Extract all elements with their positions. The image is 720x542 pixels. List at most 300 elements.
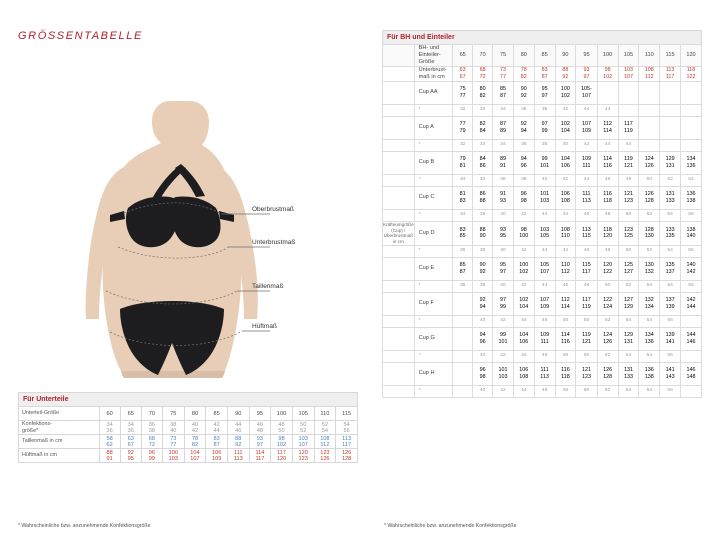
table-cell: 40 bbox=[534, 174, 555, 186]
table-cell: 129 131 bbox=[618, 327, 639, 350]
table-cell: 40 bbox=[493, 280, 514, 292]
row-label: Cup AA bbox=[414, 81, 453, 104]
table-cell: 56 bbox=[681, 280, 702, 292]
table-row bbox=[383, 174, 702, 186]
table-cell: 110 112 bbox=[555, 257, 576, 280]
table-cell: 86 88 bbox=[473, 186, 493, 209]
table-cell: 95 bbox=[249, 407, 271, 421]
table-cell: 38 bbox=[513, 174, 534, 186]
table-cell bbox=[681, 315, 702, 327]
table-cell: 34 36 bbox=[99, 421, 120, 435]
row-label: Hüftmaß in cm bbox=[19, 449, 100, 463]
table-cell bbox=[639, 104, 660, 116]
table-cell: 88 92 bbox=[227, 435, 249, 449]
table-cell: 136 138 bbox=[681, 186, 702, 209]
table-cell: 38 bbox=[473, 245, 493, 257]
row-label: Cup H bbox=[414, 362, 453, 385]
table-cell: 98 102 bbox=[597, 66, 618, 81]
lower-table-heading: Für Unterteile bbox=[18, 392, 358, 406]
table-cell bbox=[660, 104, 681, 116]
table-cell: 78 82 bbox=[513, 66, 534, 81]
table-cell: 75 bbox=[162, 407, 184, 421]
table-cell: 94 96 bbox=[513, 151, 534, 174]
table-cell: 90 92 bbox=[513, 81, 534, 104]
table-cell: 127 129 bbox=[618, 292, 639, 315]
row-label: * bbox=[414, 350, 453, 362]
table-cell: 46 bbox=[534, 350, 555, 362]
column-header: 100 bbox=[597, 45, 618, 67]
table-cell: 97 99 bbox=[534, 116, 555, 139]
side-axis-cell bbox=[383, 245, 415, 257]
table-cell: 42 44 bbox=[206, 421, 228, 435]
table-cell: 52 bbox=[660, 174, 681, 186]
table-cell: 117 119 bbox=[618, 116, 639, 139]
table-cell: 48 bbox=[555, 315, 576, 327]
table-cell: 121 123 bbox=[618, 186, 639, 209]
table-cell: 42 bbox=[576, 139, 597, 151]
table-cell: 101 103 bbox=[493, 362, 514, 385]
table-cell: 146 148 bbox=[681, 362, 702, 385]
table-cell: 78 82 bbox=[184, 435, 206, 449]
table-cell: 120 123 bbox=[292, 449, 314, 463]
table-cell: 63 67 bbox=[120, 435, 141, 449]
callout-oberbrustmass: Oberbrustmaß bbox=[252, 206, 294, 213]
table-cell: 52 bbox=[597, 385, 618, 397]
table-cell: 42 bbox=[493, 385, 514, 397]
side-axis-cell bbox=[383, 139, 415, 151]
table-cell: 54 bbox=[639, 350, 660, 362]
table-cell: 94 96 bbox=[473, 327, 493, 350]
table-row bbox=[383, 327, 702, 350]
table-cell: 131 133 bbox=[618, 362, 639, 385]
table-cell: 83 87 bbox=[206, 435, 228, 449]
table-row bbox=[19, 421, 358, 435]
column-header: 115 bbox=[660, 45, 681, 67]
table-cell: 113 117 bbox=[660, 66, 681, 81]
side-axis-cell bbox=[383, 362, 415, 385]
table-cell: 128 130 bbox=[639, 221, 660, 245]
table-cell: 96 99 bbox=[141, 449, 162, 463]
row-label: Unterteil-Größe bbox=[19, 407, 100, 421]
row-label: Cup D bbox=[414, 221, 453, 245]
table-cell: 114 116 bbox=[555, 327, 576, 350]
side-axis-cell bbox=[383, 104, 415, 116]
table-cell: 95 97 bbox=[493, 257, 514, 280]
table-cell: 50 bbox=[639, 174, 660, 186]
table-cell bbox=[681, 350, 702, 362]
body-illustration bbox=[20, 95, 360, 380]
table-row bbox=[383, 104, 702, 116]
table-cell: 48 bbox=[576, 280, 597, 292]
table-cell bbox=[681, 139, 702, 151]
table-row bbox=[383, 116, 702, 139]
side-axis-cell bbox=[383, 66, 415, 81]
table-cell: 130 132 bbox=[639, 257, 660, 280]
table-cell: 70 bbox=[141, 407, 162, 421]
table-cell: 85 87 bbox=[453, 257, 473, 280]
table-cell: 34 bbox=[493, 139, 514, 151]
table-cell: 38 bbox=[473, 280, 493, 292]
table-cell: 56 bbox=[681, 245, 702, 257]
table-cell: 40 bbox=[493, 245, 514, 257]
row-label: * bbox=[414, 385, 453, 397]
table-cell bbox=[453, 385, 473, 397]
table-cell: 113 115 bbox=[576, 221, 597, 245]
side-axis-cell bbox=[383, 257, 415, 280]
table-cell bbox=[618, 104, 639, 116]
table-cell: 44 bbox=[534, 209, 555, 221]
row-label: * bbox=[414, 174, 453, 186]
table-cell bbox=[639, 81, 660, 104]
table-cell: 44 46 bbox=[227, 421, 249, 435]
table-cell: 126 128 bbox=[336, 449, 358, 463]
table-cell: 54 bbox=[639, 385, 660, 397]
row-label: * bbox=[414, 104, 453, 116]
row-label: Cup G bbox=[414, 327, 453, 350]
table-cell: 87 89 bbox=[493, 116, 514, 139]
table-cell: 52 bbox=[597, 315, 618, 327]
table-cell: 46 bbox=[576, 209, 597, 221]
table-cell: 54 bbox=[618, 385, 639, 397]
row-label: Cup A bbox=[414, 116, 453, 139]
table-row bbox=[19, 407, 358, 421]
table-cell: 117 119 bbox=[576, 292, 597, 315]
table-cell: 54 bbox=[618, 315, 639, 327]
table-cell: 44 bbox=[513, 385, 534, 397]
table-cell: 80 82 bbox=[473, 81, 493, 104]
column-header: 75 bbox=[493, 45, 514, 67]
table-cell: 56 bbox=[660, 350, 681, 362]
table-cell: 38 bbox=[534, 104, 555, 116]
table-cell: 32 bbox=[453, 139, 473, 151]
row-label: * bbox=[414, 209, 453, 221]
table-cell: 46 bbox=[597, 174, 618, 186]
table-cell: 44 bbox=[534, 280, 555, 292]
table-cell: 52 bbox=[597, 350, 618, 362]
table-row bbox=[383, 385, 702, 397]
table-row bbox=[383, 350, 702, 362]
callout-taillenmass: Taillenmaß bbox=[252, 283, 284, 290]
table-cell: 34 bbox=[453, 174, 473, 186]
table-cell bbox=[618, 81, 639, 104]
table-cell: 36 bbox=[453, 245, 473, 257]
table-cell: 119 121 bbox=[618, 151, 639, 174]
table-cell: 103 107 bbox=[292, 435, 314, 449]
table-cell: 46 bbox=[534, 385, 555, 397]
table-cell: 90 bbox=[227, 407, 249, 421]
table-cell bbox=[681, 116, 702, 139]
table-cell: 42 bbox=[555, 174, 576, 186]
table-cell: 48 bbox=[618, 174, 639, 186]
lower-table-section bbox=[18, 392, 358, 463]
table-cell: 121 123 bbox=[576, 362, 597, 385]
table-cell bbox=[453, 362, 473, 385]
table-cell: 50 bbox=[576, 350, 597, 362]
table-cell: 124 126 bbox=[639, 151, 660, 174]
table-cell: 96 98 bbox=[473, 362, 493, 385]
bh-table bbox=[382, 44, 702, 398]
bh-table-footnote: * Wahrscheinliche bzw. anzunehmende Konfektionsgröße bbox=[384, 523, 517, 529]
table-cell: 52 54 bbox=[314, 421, 336, 435]
table-cell: 88 91 bbox=[99, 449, 120, 463]
table-cell: 42 bbox=[513, 245, 534, 257]
table-row bbox=[383, 209, 702, 221]
table-cell: 118 120 bbox=[597, 221, 618, 245]
table-cell: 93 97 bbox=[249, 435, 271, 449]
table-row bbox=[383, 362, 702, 385]
table-cell: 68 72 bbox=[141, 435, 162, 449]
table-cell bbox=[597, 81, 618, 104]
side-axis-cell bbox=[383, 116, 415, 139]
table-row bbox=[383, 245, 702, 257]
lower-table-footnote: * Wahrscheinliche bzw. anzunehmende Konfektionsgröße bbox=[18, 523, 151, 529]
table-cell: 140 142 bbox=[681, 257, 702, 280]
table-cell: 32 bbox=[453, 104, 473, 116]
table-cell: 77 79 bbox=[453, 116, 473, 139]
table-row bbox=[19, 449, 358, 463]
table-cell: 50 bbox=[597, 280, 618, 292]
table-cell: 34 bbox=[473, 174, 493, 186]
table-cell: 44 bbox=[555, 209, 576, 221]
table-cell: 126 128 bbox=[639, 186, 660, 209]
table-cell: 96 98 bbox=[513, 186, 534, 209]
table-cell: 116 118 bbox=[597, 186, 618, 209]
table-cell bbox=[660, 139, 681, 151]
row-label: Taillenmaß in cm bbox=[19, 435, 100, 449]
table-cell: 73 77 bbox=[162, 435, 184, 449]
table-cell: 104 107 bbox=[184, 449, 206, 463]
table-cell: 54 bbox=[660, 280, 681, 292]
column-header: 90 bbox=[555, 45, 576, 67]
table-cell: 54 bbox=[639, 280, 660, 292]
table-cell: 123 126 bbox=[314, 449, 336, 463]
table-cell: 118 122 bbox=[681, 66, 702, 81]
table-cell: 108 110 bbox=[555, 221, 576, 245]
bh-table-section bbox=[382, 30, 702, 398]
table-row bbox=[383, 186, 702, 209]
table-cell: 36 bbox=[513, 139, 534, 151]
torso-figure bbox=[20, 95, 360, 380]
table-cell: 107 109 bbox=[534, 292, 555, 315]
table-cell: 56 bbox=[660, 385, 681, 397]
side-axis-cell bbox=[383, 174, 415, 186]
side-axis-cell bbox=[383, 280, 415, 292]
table-cell: 54 bbox=[618, 350, 639, 362]
table-cell: 44 bbox=[597, 104, 618, 116]
table-cell bbox=[453, 315, 473, 327]
row-label: * bbox=[414, 280, 453, 292]
table-cell: 40 bbox=[555, 139, 576, 151]
table-cell: 52 bbox=[618, 280, 639, 292]
table-cell: 104 106 bbox=[513, 327, 534, 350]
table-cell: 134 136 bbox=[681, 151, 702, 174]
table-cell: 50 bbox=[576, 315, 597, 327]
table-cell: 54 bbox=[660, 209, 681, 221]
table-cell: 106 108 bbox=[513, 362, 534, 385]
table-cell: 129 131 bbox=[660, 151, 681, 174]
table-cell: 42 bbox=[513, 280, 534, 292]
table-cell: 81 83 bbox=[453, 186, 473, 209]
table-cell: 83 87 bbox=[534, 66, 555, 81]
row-label: Konfektions- größe* bbox=[19, 421, 100, 435]
table-row bbox=[383, 221, 702, 245]
table-cell: 136 138 bbox=[639, 362, 660, 385]
table-cell: 103 107 bbox=[618, 66, 639, 81]
table-cell: 109 111 bbox=[534, 327, 555, 350]
table-cell: 36 38 bbox=[141, 421, 162, 435]
callout-hueftmass: Hüftmaß bbox=[252, 323, 277, 330]
table-cell: 52 bbox=[639, 209, 660, 221]
column-header: 65 bbox=[453, 45, 473, 67]
table-cell: 105 107 bbox=[534, 257, 555, 280]
table-cell: 132 134 bbox=[639, 292, 660, 315]
table-cell: 88 90 bbox=[473, 221, 493, 245]
table-cell: 63 67 bbox=[453, 66, 473, 81]
table-row bbox=[383, 139, 702, 151]
column-header-label: BH- und Einteiler-Größe bbox=[414, 45, 453, 67]
table-cell: 50 bbox=[576, 385, 597, 397]
table-row bbox=[383, 81, 702, 104]
table-cell bbox=[639, 139, 660, 151]
table-cell: 102 104 bbox=[513, 292, 534, 315]
table-cell: 119 121 bbox=[576, 327, 597, 350]
table-cell: 38 bbox=[534, 139, 555, 151]
table-cell: 65 bbox=[120, 407, 141, 421]
table-cell: 105 bbox=[292, 407, 314, 421]
table-cell: 44 bbox=[597, 139, 618, 151]
row-label: Unterbrust- maß in cm bbox=[414, 66, 453, 81]
table-cell: 68 72 bbox=[473, 66, 493, 81]
table-cell: 40 42 bbox=[184, 421, 206, 435]
table-cell: 126 128 bbox=[597, 362, 618, 385]
table-cell: 115 bbox=[336, 407, 358, 421]
table-cell: 84 86 bbox=[473, 151, 493, 174]
table-cell: 114 116 bbox=[597, 151, 618, 174]
row-label: Cup B bbox=[414, 151, 453, 174]
table-row bbox=[383, 257, 702, 280]
table-cell: 92 94 bbox=[473, 292, 493, 315]
row-label: * bbox=[414, 245, 453, 257]
table-cell: 34 bbox=[473, 104, 493, 116]
table-cell: 93 95 bbox=[493, 221, 514, 245]
table-cell: 88 92 bbox=[555, 66, 576, 81]
side-axis-cell bbox=[383, 81, 415, 104]
table-cell: 40 bbox=[473, 315, 493, 327]
table-cell: 85 bbox=[206, 407, 228, 421]
table-cell: 144 146 bbox=[681, 327, 702, 350]
table-cell: 40 bbox=[473, 350, 493, 362]
side-axis-cell bbox=[383, 385, 415, 397]
table-cell: 44 bbox=[576, 174, 597, 186]
table-cell: 34 36 bbox=[120, 421, 141, 435]
table-cell: 120 122 bbox=[597, 257, 618, 280]
table-cell: 111 113 bbox=[534, 362, 555, 385]
table-cell: 44 bbox=[555, 245, 576, 257]
table-cell bbox=[660, 116, 681, 139]
row-label: Cup E bbox=[414, 257, 453, 280]
table-row bbox=[383, 45, 702, 67]
table-cell: 54 bbox=[660, 245, 681, 257]
table-cell: 106 108 bbox=[555, 186, 576, 209]
table-cell bbox=[453, 327, 473, 350]
table-row bbox=[383, 66, 702, 81]
table-cell bbox=[639, 116, 660, 139]
table-cell: 92 95 bbox=[120, 449, 141, 463]
table-cell: 89 91 bbox=[493, 151, 514, 174]
column-header: 110 bbox=[639, 45, 660, 67]
table-cell: 100 102 bbox=[513, 257, 534, 280]
table-cell: 106 109 bbox=[206, 449, 228, 463]
table-cell: 38 40 bbox=[162, 421, 184, 435]
table-cell: 93 97 bbox=[576, 66, 597, 81]
table-cell: 44 bbox=[513, 350, 534, 362]
table-cell: 44 bbox=[534, 245, 555, 257]
table-cell: 79 81 bbox=[453, 151, 473, 174]
table-cell: 83 85 bbox=[453, 221, 473, 245]
table-cell: 99 101 bbox=[534, 151, 555, 174]
table-cell: 42 bbox=[555, 104, 576, 116]
table-cell: 124 126 bbox=[597, 327, 618, 350]
table-cell: 125 127 bbox=[618, 257, 639, 280]
side-axis-cell bbox=[383, 151, 415, 174]
table-row bbox=[383, 292, 702, 315]
table-cell: 46 bbox=[555, 280, 576, 292]
table-cell bbox=[453, 350, 473, 362]
table-cell: 101 103 bbox=[534, 186, 555, 209]
table-cell: 142 144 bbox=[681, 292, 702, 315]
side-axis-cell bbox=[383, 350, 415, 362]
table-cell: 36 bbox=[513, 104, 534, 116]
table-cell: 100 103 bbox=[162, 449, 184, 463]
table-cell: 52 bbox=[639, 245, 660, 257]
lower-table bbox=[18, 406, 358, 463]
table-cell: 48 bbox=[597, 245, 618, 257]
table-cell: 50 52 bbox=[292, 421, 314, 435]
table-cell bbox=[681, 385, 702, 397]
table-cell: 102 104 bbox=[555, 116, 576, 139]
table-cell: 40 bbox=[473, 385, 493, 397]
table-cell: 48 bbox=[597, 209, 618, 221]
table-cell: 95 97 bbox=[534, 81, 555, 104]
column-header: 120 bbox=[681, 45, 702, 67]
table-cell: 42 bbox=[493, 315, 514, 327]
column-header: 80 bbox=[513, 45, 534, 67]
table-row bbox=[383, 280, 702, 292]
row-label: * bbox=[414, 315, 453, 327]
table-cell: 60 bbox=[99, 407, 120, 421]
table-cell: 44 bbox=[618, 139, 639, 151]
table-cell: 34 bbox=[453, 209, 473, 221]
table-cell: 48 bbox=[555, 350, 576, 362]
side-axis-cell bbox=[383, 186, 415, 209]
table-cell: 36 bbox=[493, 174, 514, 186]
table-cell: 90 92 bbox=[473, 257, 493, 280]
table-cell: 85 87 bbox=[493, 81, 514, 104]
table-cell: 34 bbox=[493, 104, 514, 116]
table-cell: 138 140 bbox=[681, 221, 702, 245]
table-cell: 135 137 bbox=[660, 257, 681, 280]
table-cell: 42 bbox=[513, 209, 534, 221]
table-cell: 91 93 bbox=[493, 186, 514, 209]
table-cell: 40 bbox=[493, 209, 514, 221]
table-cell: 97 99 bbox=[493, 292, 514, 315]
table-cell: 46 48 bbox=[249, 421, 271, 435]
table-cell: 134 136 bbox=[639, 327, 660, 350]
table-cell bbox=[660, 81, 681, 104]
table-row bbox=[383, 315, 702, 327]
table-cell: 50 bbox=[618, 245, 639, 257]
table-cell: 36 bbox=[473, 209, 493, 221]
